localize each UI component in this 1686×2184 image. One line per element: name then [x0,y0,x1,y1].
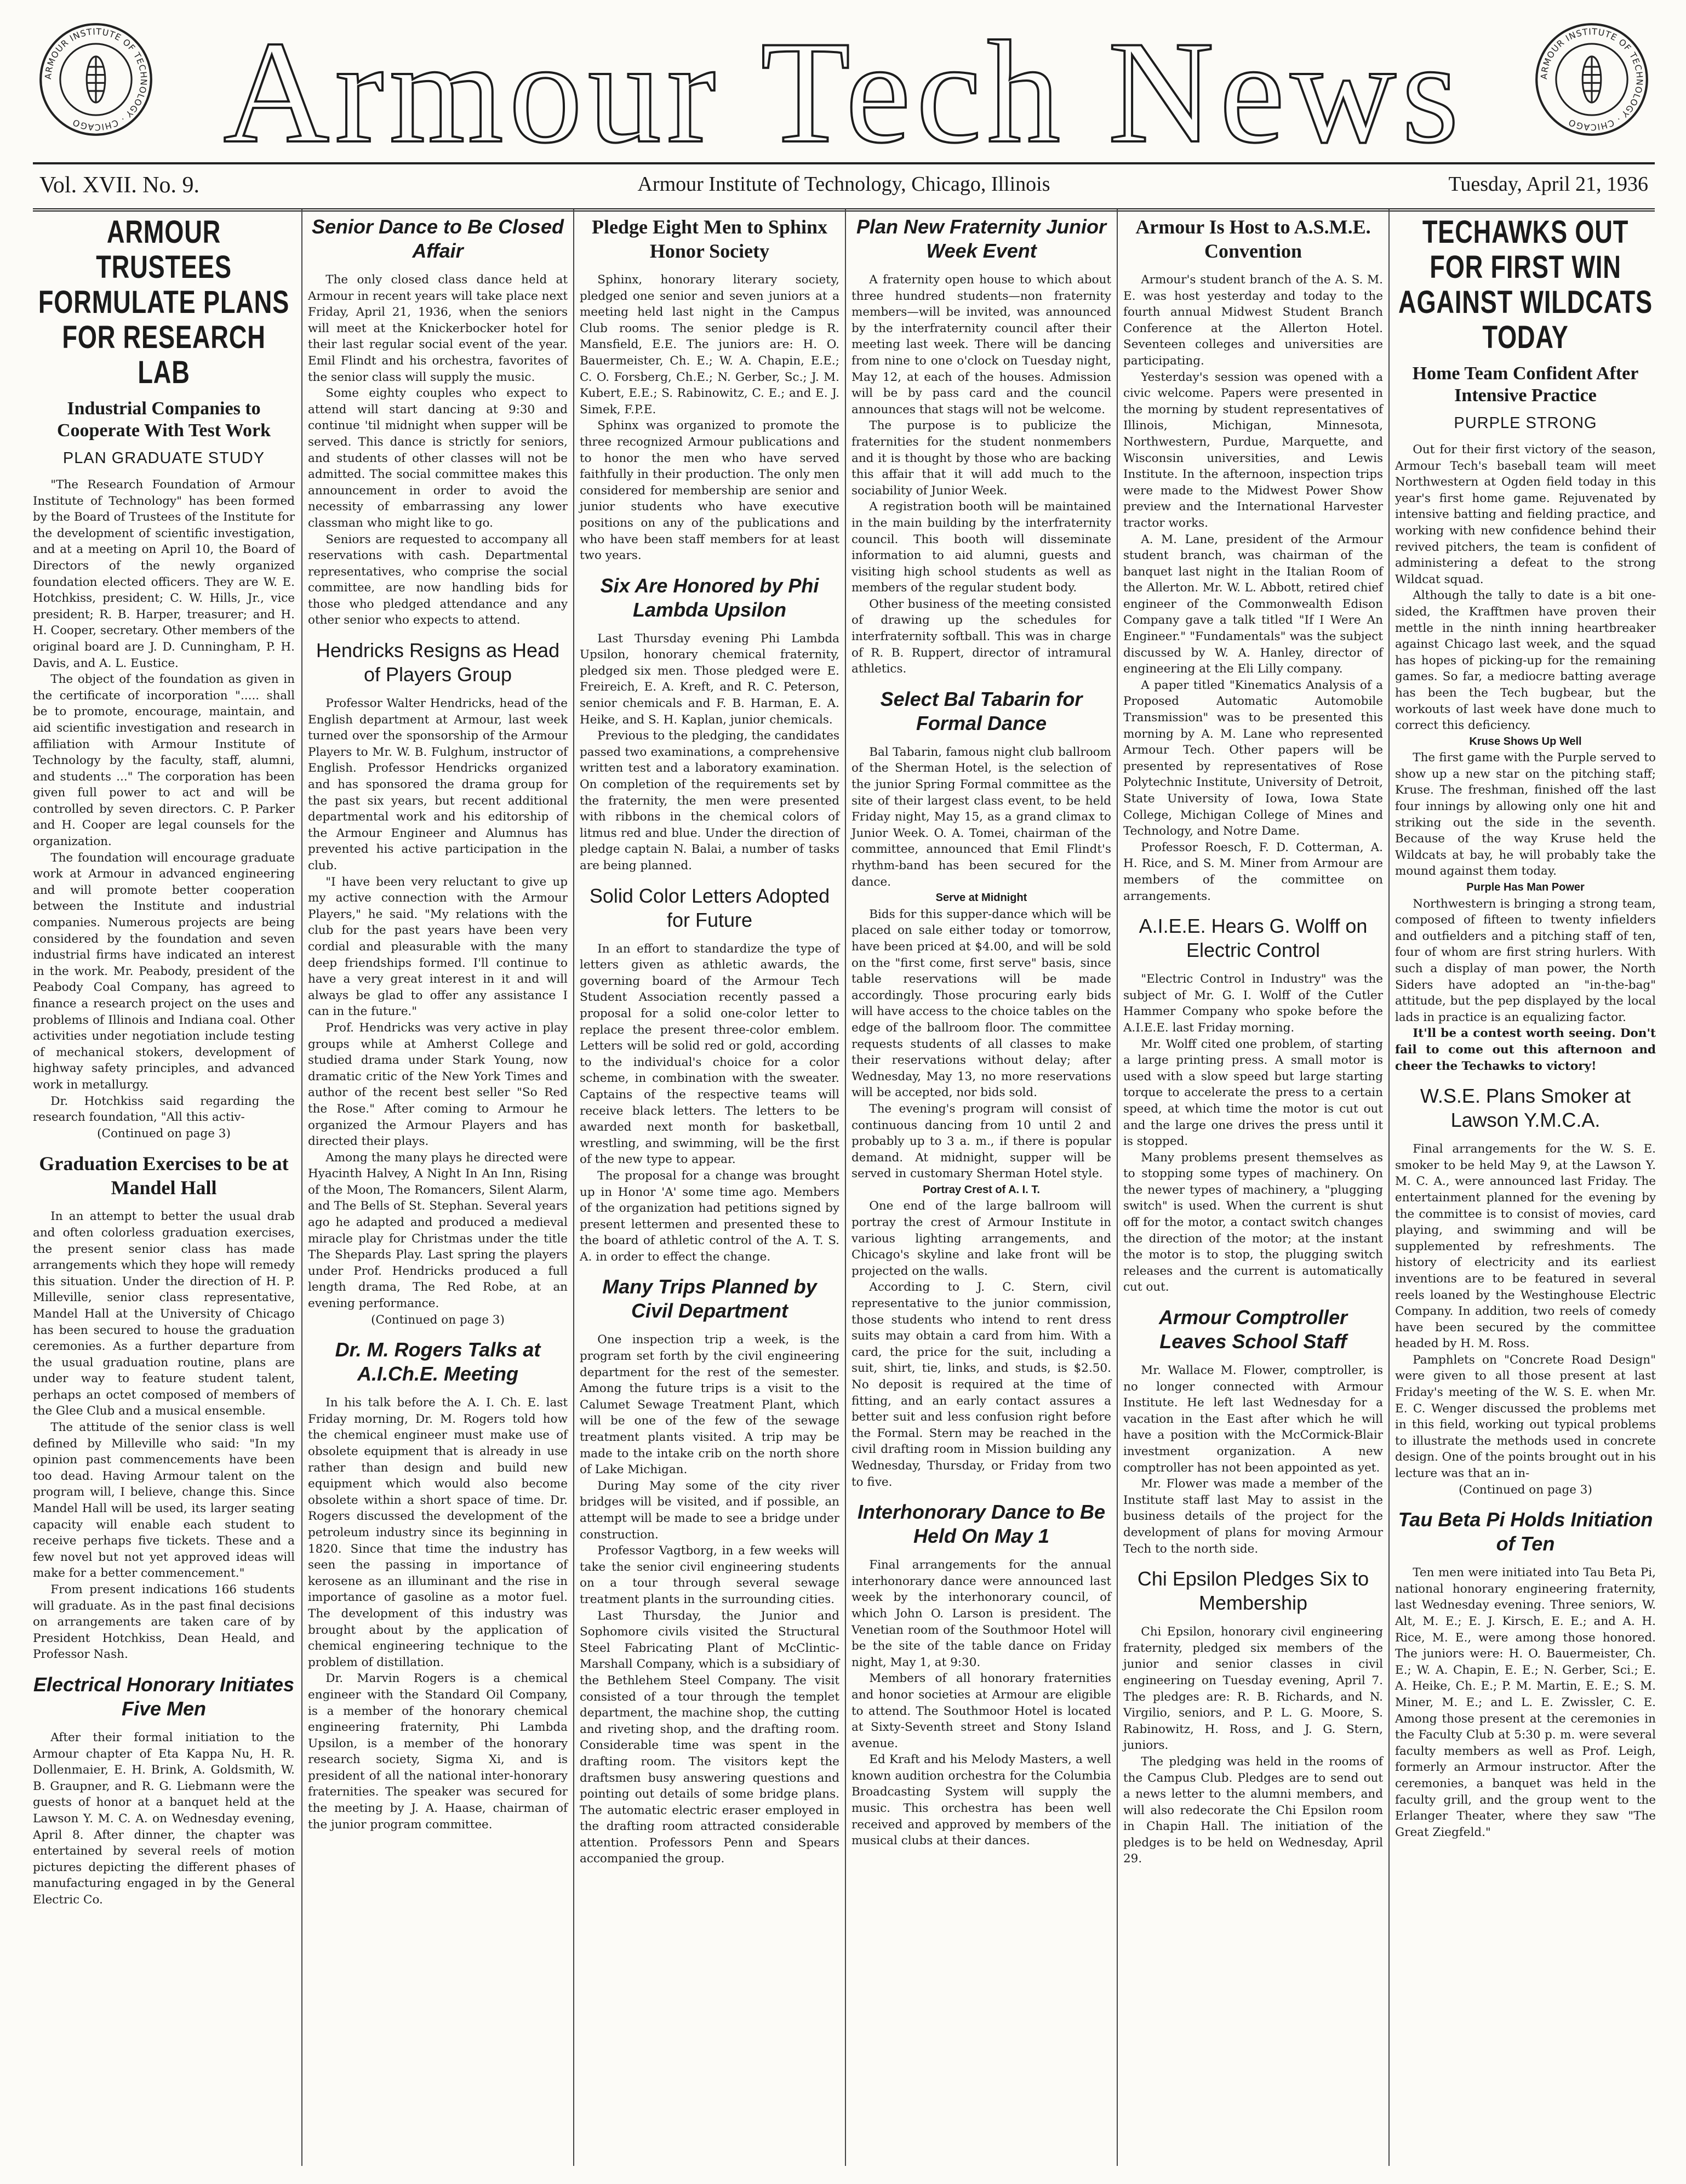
article-hendricks [308,638,568,1328]
paragraph: Northwestern is bringing a strong team, composed of fifteen to twenty infielders and outfielders and a pitching staff of ten, four of whom are first string hurlers. With such a display of man power, the North Siders have adopted an "in-the-bag" attitude, but the pep displayed by the local lads in practice is an equalizing factor. [1395,897,1656,1024]
column-1 [33,209,300,2166]
paragraph: The only closed class dance held at Armour in recent years will take place next Friday, April 21, 1936, when the seniors will meet at the Knickerbocker hotel for their last regular social event of the year. Emil Flindt and his orchestra, favorites of the senior class will supply the music. [308,273,568,384]
paragraph: The purpose is to publicize the fraternities for the student nonmembers and it is thought by those who are backing this affair that it will add much to the sociability of Junior Week. [851,419,1111,498]
headline: Solid Color Letters Adopted for Future [589,884,830,931]
deck: Home Team Confident After Intensive Practice [1412,363,1639,406]
article-graduation [33,1151,295,1663]
paragraph: Previous to the pledging, the candidates passed two examinations, a comprehensive written test and a laboratory examination. On completion of the requirements set by the fraternity, the men were presented with ribbons in the chemical colors of litmus red and blue. Under the direction of pledge captain N. Balai, a number of tasks are being planned. [580,729,839,873]
column-2 [301,209,573,2166]
paragraph: Mr. Wallace M. Flower, comptroller, is no longer connected with Armour Institute. He left last Wednesday for a vacation in the East after which he will have a position with the McCormick-Blair investment organization. A new comptroller has not been appointed as yet. [1123,1364,1383,1475]
column-3 [573,209,845,2166]
paragraph: Pamphlets on "Concrete Road Design" were given to all those present at last Friday's meeting of the W. S. E. when Mr. E. C. Wenger discussed the problems met in this field, working out typical problems to illustrate the methods used in concrete design. One of the points brought out in his lecture was that an in- [1395,1353,1656,1481]
issue-date: Tuesday, April 21, 1936 [1448,173,1648,196]
article-trustees [33,215,295,1142]
paragraph: Ed Kraft and his Melody Masters, a well known audition orchestra for the Columbia Broadcasting System will supply the music. This orchestra has been well received and approved by members of the musical clubs at their dances. [851,1753,1111,1848]
article-senior-dance [308,215,568,629]
paragraph: Seniors are requested to accompany all reservations with cash. Departmental representatives, who comprise the social committee, are now handling bids for those who pledged attendance and any other senior who expects to attend. [308,532,568,628]
paragraph: Bal Tabarin, famous night club ballroom of the Sherman Hotel, is the selection of the junior Spring Formal committee as the site of their largest class event, to be held Friday night, May 15, as a grand climax to Junior Week. O. A. Tomei, chairman of the committee, announced that Emil Flindt's rhythm-band has been secured for the dance. [851,745,1111,889]
headline: Armour Is Host to A.S.M.E. Convention [1135,216,1371,262]
paragraph: During May some of the city river bridges will be visited, and if possible, an attempt will be made to see a bridge under construction. [580,1479,839,1542]
article-tau-beta-pi [1395,1508,1656,1840]
paragraph: After their formal initiation to the Armour chapter of Eta Kappa Nu, H. R. Dollenmaier, E. H. Brink, A. Goldsmith, W. B. Graupner, and R. G. Liebmann were the guests of honor at a banquet held at the Lawson Y. M. C. A. on Wednesday evening, April 8. After dinner, the chapter was entertained by several reels of motion pictures depicting the different phases of manufacturing engaged in by the General Electric Co. [33,1730,295,1907]
headline: Six Are Honored by Phi Lambda Upsilon [600,574,819,621]
paragraph: Prof. Hendricks was very active in play groups while at Amherst College and studied drama under Stark Young, now dramatic critic of the New York Times and author of the recent best seller "So Red the Rose." After coming to Armour he organized the Armour Players and has directed their plays. [308,1020,568,1149]
article-wse [1395,1084,1656,1498]
article-bal-tabarin [851,687,1111,1490]
headline: Hendricks Resigns as Head of Players Group [316,639,560,686]
headline: A.I.E.E. Hears G. Wolff on Electric Control [1139,915,1368,962]
column-4 [845,209,1117,2166]
headline: Plan New Fraternity Junior Week Event [856,215,1107,262]
paragraph: Last Thursday evening Phi Lambda Upsilon, honorary chemical fraternity, pledged six men. Those pledged were E. Freireich, E. A. Kreft, and R. C. Peterson, senior chemicals and F. B. Harman, E. A. Heike, and S. H. Kaplan, junior chemicals. [580,631,839,727]
article-techawks [1395,215,1656,1074]
headline: Graduation Exercises to be at Mandel Hall [39,1153,289,1199]
volume-number: Vol. XVII. No. 9. [39,173,200,198]
subhead: Serve at Midnight [935,892,1027,904]
headline: Select Bal Tabarin for Formal Dance [880,687,1083,734]
subhead: Kruse Shows Up Well [1469,735,1582,748]
paragraph: "Electric Control in Industry" was the subject of Mr. G. I. Wolff of the Cutler Hammer Company who spoke before the A.I.E.E. last Friday morning. [1123,972,1383,1035]
closing-line: It'll be a contest worth seeing. Don't fail to come out this afternoon and cheer the Techawks to victory! [1395,1027,1656,1073]
paragraph: Mr. Wolff cited one problem, of starting a large printing press. A small motor is used with a slow speed but large starting torque to accelerate the press to a certain speed, at which time the motor is cut out and the large one drives the press until it is stopped. [1123,1037,1383,1149]
paragraph: Sphinx, honorary literary society, pledged one senior and seven juniors at a meeting held last night in the Campus Club rooms. The senior pledge is R. Mansfield, E.E. The juniors are: H. O. Bauermeister, Ch. E.; W. A. Chapin, E.E.; C. O. Forsberg, Ch.E.; N. Gerber, Sc.; J. M. Kubert, E.E.; S. Rabinowitz, C. E.; and E. J. Simek, F.P.E. [580,273,839,417]
headline: ARMOUR TRUSTEES FORMULATE PLANS FOR RESEARCH LAB [38,214,290,390]
institute-seal-right [1534,22,1649,137]
institute-seal-left [38,22,153,137]
article-interhonorary [851,1500,1111,1849]
paragraph: "I have been very reluctant to give up my active connection with the Armour Players," he said. "My relations with the club for the past years have been very cordial and pleasurable with the many deep friendships formed. I'll continue to have a very great interest in it and will always be glad to offer any assistance I can in the future." [308,875,568,1019]
paragraph: Yesterday's session was opened with a civic welcome. Papers were presented in the morning by student representatives of Illinois, Michigan, Minnesota, Northwestern, Purdue, Marquette, and Wisconsin universities, and Lewis Institute. In the afternoon, inspection trips were made to the Midwest Power Show preview and the International Harvester tractor works. [1123,370,1383,530]
paragraph: Although the tally to date is a bit one-sided, the Krafftmen have proven their mettle in the ninth inning heartbreaker against Chicago last week, and the squad has hopes of picking-up for the remaining games. So far, a mediocre batting average has been the Tech bugbear, but the workouts of last week have done much to correct this deficiency. [1395,589,1656,733]
paragraph: Among the many plays he directed were Hyacinth Halvey, A Night In An Inn, Rising of the Moon, The Romancers, Silent Alarm, and The Bells of St. Stephan. Several years ago he adapted and produced a medieval miracle play for Christmas under the title The Shepards Play. Last spring the players under Prof. Hendricks produced a full length drama, The Red Robe, at an evening performance. [308,1150,568,1311]
headline: TECHAWKS OUT FOR FIRST WIN AGAINST WILDCATS TODAY [1398,214,1653,355]
nameplate-title: Armour Tech News [223,10,1465,173]
paragraph: Final arrangements for the annual interhonorary dance were announced last week by the interhonorary council, of which John O. Larson is president. The Venetian room of the Southmoor Hotel will be the site of the table dance on Friday night, May 1, at 9:30. [851,1558,1111,1669]
paragraph: The foundation will encourage graduate work at Armour in advanced engineering and will promote better cooperation between the Institute and industrial companies. Numerous projects are being considered by the foundation and seven industrial firms have indicated an interest in the work. Mr. Peabody, president of the Peabody Coal Company, has agreed to finance a research project on the uses and problems of Illinois and Indiana coal. Other activities under negotiation include testing of mechanical stokers, development of highway safety principles, and advanced work in metallurgy. [33,851,295,1092]
deck-small: PURPLE STRONG [1454,414,1597,432]
paragraph: The pledging was held in the rooms of the Campus Club. Pledges are to send out a news letter to the alumni members, and will also redecorate the Chi Epsilon room in Chapin Hall. The initiation of the pledges is to be held on Wednesday, April 29. [1123,1754,1383,1866]
subhead: Portray Crest of A. I. T. [923,1183,1040,1196]
paragraph: Final arrangements for the W. S. E. smoker to be held May 9, at the Lawson Y. M. C. A., were announced last Friday. The entertainment planned for the evening by the committee is to consist of movies, card playing, and swimming and will be supplemented by refreshments. The history of electricity and its earliest inventions are to be featured in several reels loaned by the Westinghouse Electric Company. In addition, two reels of comedy have been secured by the committee headed by H. M. Ross. [1395,1142,1656,1351]
paragraph: One inspection trip a week, is the program set forth by the civil engineering department for the rest of the semester. Among the future trips is a visit to the Calumet Sewage Treatment Plant, which will be one of the few of the sewage treatment plants visited. A trip may be made to the intake crib on the north shore of Lake Michigan. [580,1333,839,1477]
page-columns [33,209,1655,2169]
article-comptroller [1123,1305,1383,1557]
paragraph: The first game with the Purple served to show up a new star on the pitching staff; Kruse. The freshman, finished off the last four innings by allowing only one hit and striking out the side in the seventh. Because of the way Kruse held the Wildcats at bay, he will probably take the mound against them today. [1395,751,1656,879]
deck: Industrial Companies to Cooperate With Test Work [56,398,271,441]
institution-line: Armour Institute of Technology, Chicago, Illinois [637,173,1050,196]
paragraph: Ten men were initiated into Tau Beta Pi, national honorary engineering fraternity, last Wednesday evening. Three seniors, W. Alt, M. E.; E. J. Kirsch, E. E.; and A. H. Rice, M. E., were among those honored. The juniors were: H. O. Bauermeister, Ch. E.; W. A. Chapin, E. E.; N. Gerber, Sci.; E. A. Heike, Ch. E.; P. M. Martin, E. E.; S. M. Miner, M. E.; and L. E. Zwissler, C. E. Among those present at the ceremonies in the Faculty Club at 5:30 p. m. were several faculty members as well as Prof. Leigh, formerly an Armour instructor. After the ceremonies, a banquet was held in the faculty grill, and the group went to the Erlanger Theater, where they saw "The Great Ziegfeld." [1395,1566,1656,1839]
paragraph: From present indications 166 students will graduate. As in the past final decisions on arrangements are taken care of by President Hotchkiss, Dean Heald, and Professor Nash. [33,1583,295,1662]
svg-text:ARMOUR INSTITUTE OF TECHNOLOGY: ARMOUR INSTITUTE OF TECHNOLOGY · CHICAGO [1538,26,1645,133]
paragraph: In an effort to standardize the type of letters given as athletic awards, the governing board of the Armour Tech Student Association recently passed a proposal for a solid one-color letter to replace the present three-color emblem. Letters will be solid red or gold, according to the individual's choice for a color scheme, in combination with the sweater. Captains of the respective teams will receive black letters. The letters to be awarded next month for basketball, wrestling, and swimming, will be the first of the new type to appear. [580,942,839,1167]
paragraph: Mr. Flower was made a member of the Institute staff last May to assist in the business details of the project for the development of plans for moving Armour Tech to the north side. [1123,1477,1383,1556]
continued-note: (Continued on page 3) [97,1126,231,1141]
headline: Senior Dance to Be Closed Affair [311,215,564,262]
paragraph: Dr. Hotchkiss said regarding the research foundation, "All this activ- [33,1094,295,1125]
paragraph: Bids for this supper-dance which will be placed on sale either today or tomorrow, have been priced at $4.00, and will be sold on the "first come, first serve" basis, since table reservations will be made accordingly. Those procuring early bids will have access to the choice tables on the edge of the ballroom floor. The committee requests students of all classes to make their reservations without delay; after Wednesday, May 13, no more reservations will be accepted, nor bids sold. [851,907,1111,1100]
paragraph: Many problems present themselves as to stopping some types of machinery. On the newer types of machinery, a "plugging switch" is used. When the current is shut off for the motor, a contact switch changes the direction of the motor; at the instant the motor is to stop, the plugging switch releases and the current is automatically cut out. [1123,1150,1383,1295]
svg-text:ARMOUR INSTITUTE OF TECHNOLOGY: ARMOUR INSTITUTE OF TECHNOLOGY · CHICAGO [42,26,150,133]
paragraph: Professor Walter Hendricks, head of the English department at Armour, last week turned over the sponsorship of the Armour Players to Mr. W. B. Fulghum, instructor of English. Professor Hendricks organized and has sponsored the drama group for the past six years, but recent additional departmental work and his editorship of the Armour Engineer and Alumnus has prevented his active participation in the club. [308,697,568,873]
headline: Chi Epsilon Pledges Six to Membership [1137,1567,1369,1615]
paragraph: The attitude of the senior class is well defined by Milleville who said: "In my opinion past commencements have been too dead. Having Armour talent on the program will, I believe, change this. Since Mandel Hall will be used, its larger seating capacity will enable each student to receive perhaps five tickets. These and a few novel but not yet approved ideas will make for a better commencement." [33,1421,295,1581]
paragraph: Chi Epsilon, honorary civil engineering fraternity, pledged six members of the junior and senior classes in civil engineering on Tuesday evening, April 7. The pledges are: R. B. Richards, and N. Virgilio, seniors, and P. L. G. Moore, S. Rabinowitz, H. Ross, and J. G. Stern, juniors. [1123,1625,1383,1753]
headline: Dr. M. Rogers Talks at A.I.Ch.E. Meeting [335,1338,541,1385]
paragraph: The object of the foundation as given in the certificate of incorporation "..... shall be to promote, encourage, maintain, and aid scientific investigation and research in affiliation with Armour Institute of Technology by the faculty, staff, alumni, and students ..." The corporation has been given full power to act and will be controlled by seven directors. C. P. Parker and H. Cooper are legal counsels for the organization. [33,672,295,849]
paragraph: Members of all honorary fraternities and honor societies at Armour are eligible to attend. The Southmoor Hotel is located at Sixty-Seventh street and Stony Island avenue. [851,1672,1111,1750]
paragraph: The proposal for a change was brought up in Honor 'A' some time ago. Members of the organization had petitions signed by present lettermen and presented these to the board of athletic control of the A. T. S. A. in order to effect the change. [580,1168,839,1264]
paragraph: Some eighty couples who expect to attend will start dancing at 9:30 and continue 'til midnight when supper will be served. This dance is strictly for seniors, and students of other classes will not be admitted. The social committee makes this announcement in order to avoid the necessity of embarrassing any lower classman who might like to go. [308,386,568,530]
article-sphinx [580,215,839,564]
headline: Electrical Honorary Initiates Five Men [33,1673,295,1720]
paragraph: Last Thursday, the Junior and Sophomore civils visited the Structural Steel Fabricating Plant of McClintic-Marshall Company, which is a subsidiary of the Bethlehem Steel Company. The visit consisted of a tour through the templet department, the machine shop, the cutting and riveting shop, and the drafting room. Considerable time was spent in the drafting room. The visitors kept the draftsmen busy answering questions and pointing out details of some bridge plans. The automatic electric eraser employed in the drafting room attracted considerable attention. Professors Penn and Spears accompanied the group. [580,1609,839,1866]
headline: W.S.E. Plans Smoker at Lawson Y.M.C.A. [1420,1085,1631,1132]
column-5 [1117,209,1388,2166]
paragraph: Out for their first victory of the season, Armour Tech's baseball team will meet Northwestern at Ogden field today in this year's first home game. Rejuvenated by intensive batting and fielding practice, and working with new confidence behind their revived pitchers, the team is confident of administering a defeat to the strong Wildcat squad. [1395,443,1656,586]
continued-note: (Continued on page 3) [371,1313,505,1327]
headline: Interhonorary Dance to Be Held On May 1 [857,1501,1106,1548]
headline: Armour Comptroller Leaves School Staff [1158,1306,1348,1353]
paragraph: Armour's student branch of the A. S. M. E. was host yesterday and today to the fourth annual Midwest Student Branch Conference at the Allerton Hotel. Seventeen colleges and universities are participating. [1123,273,1383,368]
headline: Tau Beta Pi Holds Initiation of Ten [1398,1508,1653,1555]
continued-note: (Continued on page 3) [1459,1482,1592,1497]
article-chi-epsilon [1123,1567,1383,1867]
headline: Pledge Eight Men to Sphinx Honor Society [591,216,828,262]
paragraph: Other business of the meeting consisted of drawing up the schedules for interfraternity softball. This was in charge of R. B. Ruppert, director of intramural athletics. [851,597,1111,676]
paragraph: In his talk before the A. I. Ch. E. last Friday morning, Dr. M. Rogers told how the chemical engineer must make use of obsolete equipment that is already in use rather than design and build new equipment which would also become obsolete within a short space of time. Dr. Rogers discussed the development of the petroleum industry since its beginning in 1820. Since that time the industry has seen the passing in importance of kerosene as an illuminant and the rise in importance of gasoline as a motor fuel. The development of this industry was brought about by the application of chemical engineering technique to the problem of distillation. [308,1396,568,1669]
article-asme [1123,215,1383,904]
paragraph: According to J. C. Stern, civil representative to the junior commission, those students who intend to rent dress suits may obtain a card from him. With a card, the price for the suit, including a suit, shirt, tie, links, and studs, is $2.50. No deposit is required at the time of fitting, and an early contact assures a better suit and less confusion right before the Formal. Stern may be reached in the civil drafting room in Mission building any Wednesday, Thursday, or Friday from two to five. [851,1280,1111,1489]
article-phi-lambda [580,574,839,874]
deck-small: PLAN GRADUATE STUDY [62,449,265,467]
article-fraternity [851,215,1111,677]
paragraph: One end of the large ballroom will portray the crest of Armour Institute in various lighting arrangements, and Chicago's skyline and lake front will be projected on the walls. [851,1199,1111,1278]
paragraph: A. M. Lane, president of the Armour student branch, was chairman of the banquet last night in the Italian Room of the Allerton. Mr. W. L. Abbott, retired chief engineer of the Commonwealth Edison Company gave a talk titled "If I Were An Engineer." "Fundamentals" was the subject discussed by W. A. Hanley, director of engineering at the Eli Lilly company. [1123,532,1383,676]
article-civil-trips [580,1275,839,1867]
dateline [33,162,1655,212]
subhead: Purple Has Man Power [1466,881,1585,894]
paragraph: The evening's program will consist of continuous dancing from 10 until 2 and probably up to 3 a. m., if there is popular demand. At midnight, supper will be served in customary Sherman Hotel style. [851,1102,1111,1181]
article-electrical-honorary [33,1673,295,1908]
paragraph: Dr. Marvin Rogers is a chemical engineer with the Standard Oil Company, is a member of the honorary chemical engineering fraternity, Phi Lambda Upsilon, is a member of the honorary research society, Sigma Xi, and is president of all the national inter-honorary fraternities. The speaker was secured for the meeting by J. A. Haase, chairman of the junior program committee. [308,1672,568,1832]
masthead [33,10,1655,173]
paragraph: Professor Roesch, F. D. Cotterman, A. H. Rice, and S. M. Miner from Armour are members of the committee on arrangements. [1123,840,1383,903]
paragraph: A fraternity open house to which about three hundred students—non fraternity members—will be invited, was announced by the interfraternity council after their meeting last week. There will be dancing from nine to one o'clock on Tuesday night, May 12, at each of the houses. Admission will be by pass card and the council announces that stags will not be welcome. [851,273,1111,417]
article-aiee [1123,914,1383,1296]
column-6 [1388,209,1656,2166]
paragraph: A paper titled "Kinematics Analysis of a Proposed Automatic Automobile Transmission" was to be presented this morning by A. M. Lane who represented Armour Tech. Other papers will be presented by representatives of Rose Polytechnic Institute, University of Detroit, State University of Iowa, Iowa State College, Michigan College of Mines and Technology, and Notre Dame. [1123,678,1383,839]
headline: Many Trips Planned by Civil Department [602,1275,817,1322]
article-solid-color [580,884,839,1265]
paragraph: "The Research Foundation of Armour Institute of Technology" has been formed by the Board of Trustees of the Institute for the development of scientific investigation, and at a meeting on April 10, the Board of Directors of the newly organized foundation elected officers. They are W. E. Hotchkiss, president; C. W. Hills, Jr., vice president; R. B. Harper, treasurer; and H. H. Cooper, secretary. Other members of the original board are J. D. Cunningham, P. H. Davis, and A. L. Eustice. [33,478,295,670]
paragraph: In an attempt to better the usual drab and often colorless graduation exercises, the present senior class has made arrangements which they hope will remedy this situation. Under the direction of H. P. Milleville, senior class representative, Mandel Hall at the University of Chicago has been secured to house the graduation ceremonies. As a further departure from the usual graduation routine, plans are under way to feature student talent, perhaps an octet composed of members of the Glee Club and a musical ensemble. [33,1210,295,1418]
paragraph: Sphinx was organized to promote the three recognized Armour publications and to honor the men who have served faithfully in their production. The only men considered for membership are senior and junior students who have executive positions on any of the publications and who have been staff members for at least two years. [580,419,839,563]
paragraph: A registration booth will be maintained in the main building by the interfraternity council. This booth will disseminate information to aid alumni, guests and visiting high school students as well as members of the regular student body. [851,500,1111,595]
paragraph: Professor Vagtborg, in a few weeks will take the senior civil engineering students on a tour through several sewage treatment plants in the surrounding cities. [580,1544,839,1606]
article-rogers [308,1338,568,1833]
